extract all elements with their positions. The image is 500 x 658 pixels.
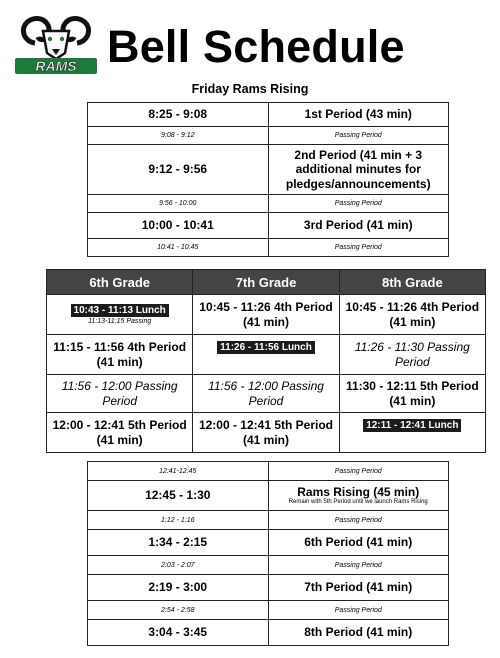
- rams-logo: [13, 13, 99, 75]
- period-cell: Passing Period: [268, 239, 449, 257]
- table-row: [88, 556, 449, 575]
- grade6-cell: [47, 295, 193, 335]
- afternoon-schedule-table: [87, 461, 449, 646]
- table-row: [88, 213, 449, 239]
- grade6-cell: 11:15 - 11:56 4th Period (41 min): [47, 335, 193, 375]
- period-cell: 2nd Period (41 min + 3 additional minutes for pledges/announcements): [268, 145, 449, 195]
- time-cell: 10:00 - 10:41: [88, 213, 269, 239]
- grade7-cell: 10:45 - 11:26 4th Period (41 min): [193, 295, 339, 335]
- period-cell: Passing Period: [268, 556, 449, 575]
- table-row: [88, 239, 449, 257]
- period-cell: 8th Period (41 min): [268, 620, 449, 646]
- period-cell: 6th Period (41 min): [268, 530, 449, 556]
- time-cell: 2:03 - 2:07: [88, 556, 269, 575]
- time-cell: 1:34 - 2:15: [88, 530, 269, 556]
- grade7-cell: 12:00 - 12:41 5th Period (41 min): [193, 413, 339, 453]
- table-row: [88, 481, 449, 511]
- header-7th-grade: 7th Grade: [193, 270, 339, 295]
- grade8-cell: [339, 413, 485, 453]
- table-row: [47, 413, 486, 453]
- table-row: [47, 335, 486, 375]
- time-cell: 9:12 - 9:56: [88, 145, 269, 195]
- table-row: [88, 195, 449, 213]
- period-cell: [268, 481, 449, 511]
- table-row: [47, 375, 486, 413]
- grade6-cell: 11:56 - 12:00 Passing Period: [47, 375, 193, 413]
- time-cell: 12:45 - 1:30: [88, 481, 269, 511]
- lunch-highlight: 10:43 - 11:13 Lunch: [71, 304, 169, 317]
- page-subtitle: Friday Rams Rising: [191, 82, 309, 96]
- table-row: [88, 145, 449, 195]
- header-6th-grade: 6th Grade: [47, 270, 193, 295]
- passing-note: 11:13-11:15 Passing: [88, 318, 152, 326]
- period-cell: 7th Period (41 min): [268, 575, 449, 601]
- period-note: Remain with 5th Period until we launch Rams Rising: [288, 499, 428, 506]
- time-cell: 9:08 - 9:12: [88, 127, 269, 145]
- grade7-cell: 11:56 - 12:00 Passing Period: [193, 375, 339, 413]
- table-row: [47, 295, 486, 335]
- period-cell: Passing Period: [268, 462, 449, 481]
- time-cell: 1:12 - 1:16: [88, 511, 269, 530]
- lunch-highlight: 12:11 - 12:41 Lunch: [363, 419, 461, 432]
- table-row: [88, 601, 449, 620]
- table-row: [88, 103, 449, 127]
- table-row: [88, 575, 449, 601]
- table-row: [88, 462, 449, 481]
- period-cell: Passing Period: [268, 511, 449, 530]
- period-cell: Passing Period: [268, 195, 449, 213]
- grade7-cell: [193, 335, 339, 375]
- time-cell: 8:25 - 9:08: [88, 103, 269, 127]
- header-8th-grade: 8th Grade: [339, 270, 485, 295]
- time-cell: 3:04 - 3:45: [88, 620, 269, 646]
- logo-text: RAMS: [35, 58, 77, 74]
- lunch-highlight: 11:26 - 11:56 Lunch: [217, 341, 315, 354]
- morning-schedule-table: [87, 102, 449, 257]
- table-row: [88, 530, 449, 556]
- ram-head-icon: [23, 18, 88, 59]
- grade8-cell: 10:45 - 11:26 4th Period (41 min): [339, 295, 485, 335]
- period-cell: Passing Period: [268, 601, 449, 620]
- page-title: Bell Schedule: [107, 21, 405, 72]
- grade6-cell: 12:00 - 12:41 5th Period (41 min): [47, 413, 193, 453]
- time-cell: 10:41 - 10:45: [88, 239, 269, 257]
- time-cell: 2:54 - 2:58: [88, 601, 269, 620]
- table-row: [88, 511, 449, 530]
- period-cell: 1st Period (43 min): [268, 103, 449, 127]
- time-cell: 2:19 - 3:00: [88, 575, 269, 601]
- time-cell: 9:56 - 10:00: [88, 195, 269, 213]
- grade8-cell: 11:26 - 11:30 Passing Period: [339, 335, 485, 375]
- grade8-cell: 11:30 - 12:11 5th Period (41 min): [339, 375, 485, 413]
- table-row: [88, 620, 449, 646]
- grade-schedule-table: [46, 269, 486, 453]
- period-cell: Passing Period: [268, 127, 449, 145]
- time-cell: 12:41-12:45: [88, 462, 269, 481]
- table-row: [88, 127, 449, 145]
- period-cell: 3rd Period (41 min): [268, 213, 449, 239]
- period-label: Rams Rising (45 min): [297, 485, 420, 499]
